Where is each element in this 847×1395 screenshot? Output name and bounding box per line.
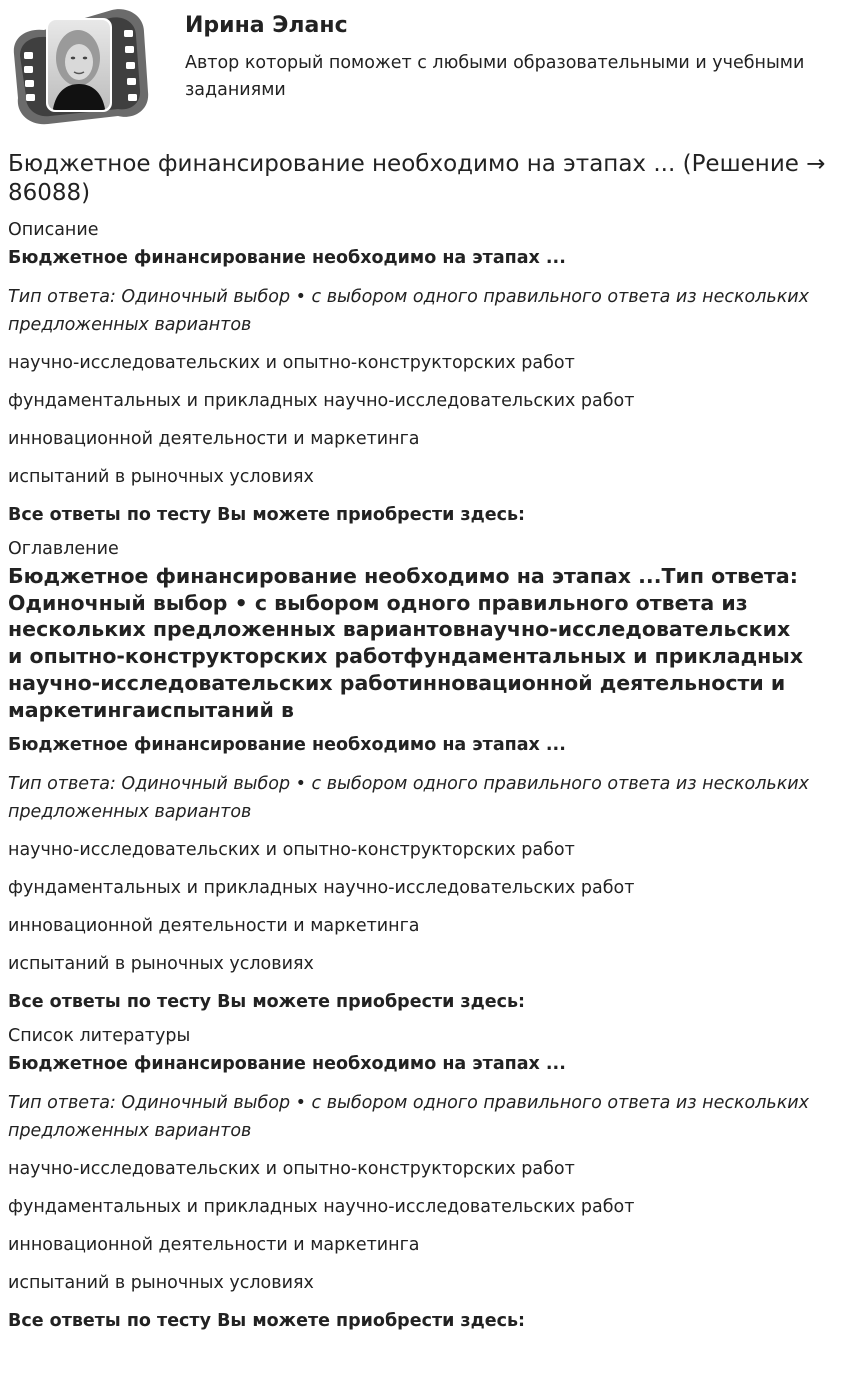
question-text: Бюджетное финансирование необходимо на этапах ... [8,735,566,756]
question-text: Бюджетное финансирование необходимо на этапах ... [8,248,566,268]
section-label-bibliography: Список литературы [8,1026,191,1047]
avatar[interactable] [8,6,150,126]
answer-type: Тип ответа: Одиночный выбор • с выбором одного правильного ответа из нескольких предложенных вариантов [8,1093,810,1142]
author-info [185,12,825,104]
section-label-toc: Оглавление [8,539,119,559]
film-frame-portrait-icon [8,6,150,126]
answer-type: Тип ответа: Одиночный выбор • с выбором одного правильного ответа из нескольких предложенных вариантов [8,774,810,823]
answer-option: испытаний в рыночных условиях [8,954,314,975]
page-title: Бюджетное финансирование необходимо на этапах ... (Решение → 86088) [8,151,826,206]
answer-option: фундаментальных и прикладных научно-исследовательских работ [8,1197,635,1218]
main-content [0,150,847,1335]
answer-option: фундаментальных и прикладных научно-исследовательских работ [8,878,635,899]
answer-option: инновационной деятельности и маркетинга [8,429,420,449]
answer-option: инновационной деятельности и маркетинга [8,916,420,937]
description-section [8,218,839,529]
buy-answers-text: Все ответы по тесту Вы можете приобрести здесь: [8,992,526,1013]
answer-option: испытаний в рыночных условиях [8,467,314,487]
answer-option: фундаментальных и прикладных научно-исследовательских работ [8,391,635,411]
author-header [0,0,847,140]
author-name[interactable]: Ирина Эланс [185,13,348,38]
author-description: Автор который поможет с любыми образовательными и учебными заданиями [185,53,805,100]
toc-heading: Бюджетное финансирование необходимо на этапах ...Тип ответа: Одиночный выбор • с выбором одного правильного ответа из нескольких предложенных вариантовнаучно-исследовательских и опытно-конструкторских работфундаментальных и прикладных научно-исследовательских работинновационной деятельности и маркетингаиспытаний в [8,564,804,722]
buy-answers-text: Все ответы по тесту Вы можете приобрести здесь: [8,505,526,525]
section-label-description: Описание [8,220,99,240]
answer-option: научно-исследовательских и опытно-конструкторских работ [8,1159,575,1180]
toc-section [8,537,839,1016]
answer-option: научно-исследовательских и опытно-конструкторских работ [8,840,575,861]
buy-answers-text: Все ответы по тесту Вы можете приобрести здесь: [8,1311,526,1332]
answer-option: испытаний в рыночных условиях [8,1273,314,1294]
answer-option: инновационной деятельности и маркетинга [8,1235,420,1256]
bibliography-section [8,1024,839,1335]
answer-type: Тип ответа: Одиночный выбор • с выбором одного правильного ответа из нескольких предложенных вариантов [8,287,810,335]
answer-option: научно-исследовательских и опытно-конструкторских работ [8,353,575,373]
question-text: Бюджетное финансирование необходимо на этапах ... [8,1054,566,1075]
